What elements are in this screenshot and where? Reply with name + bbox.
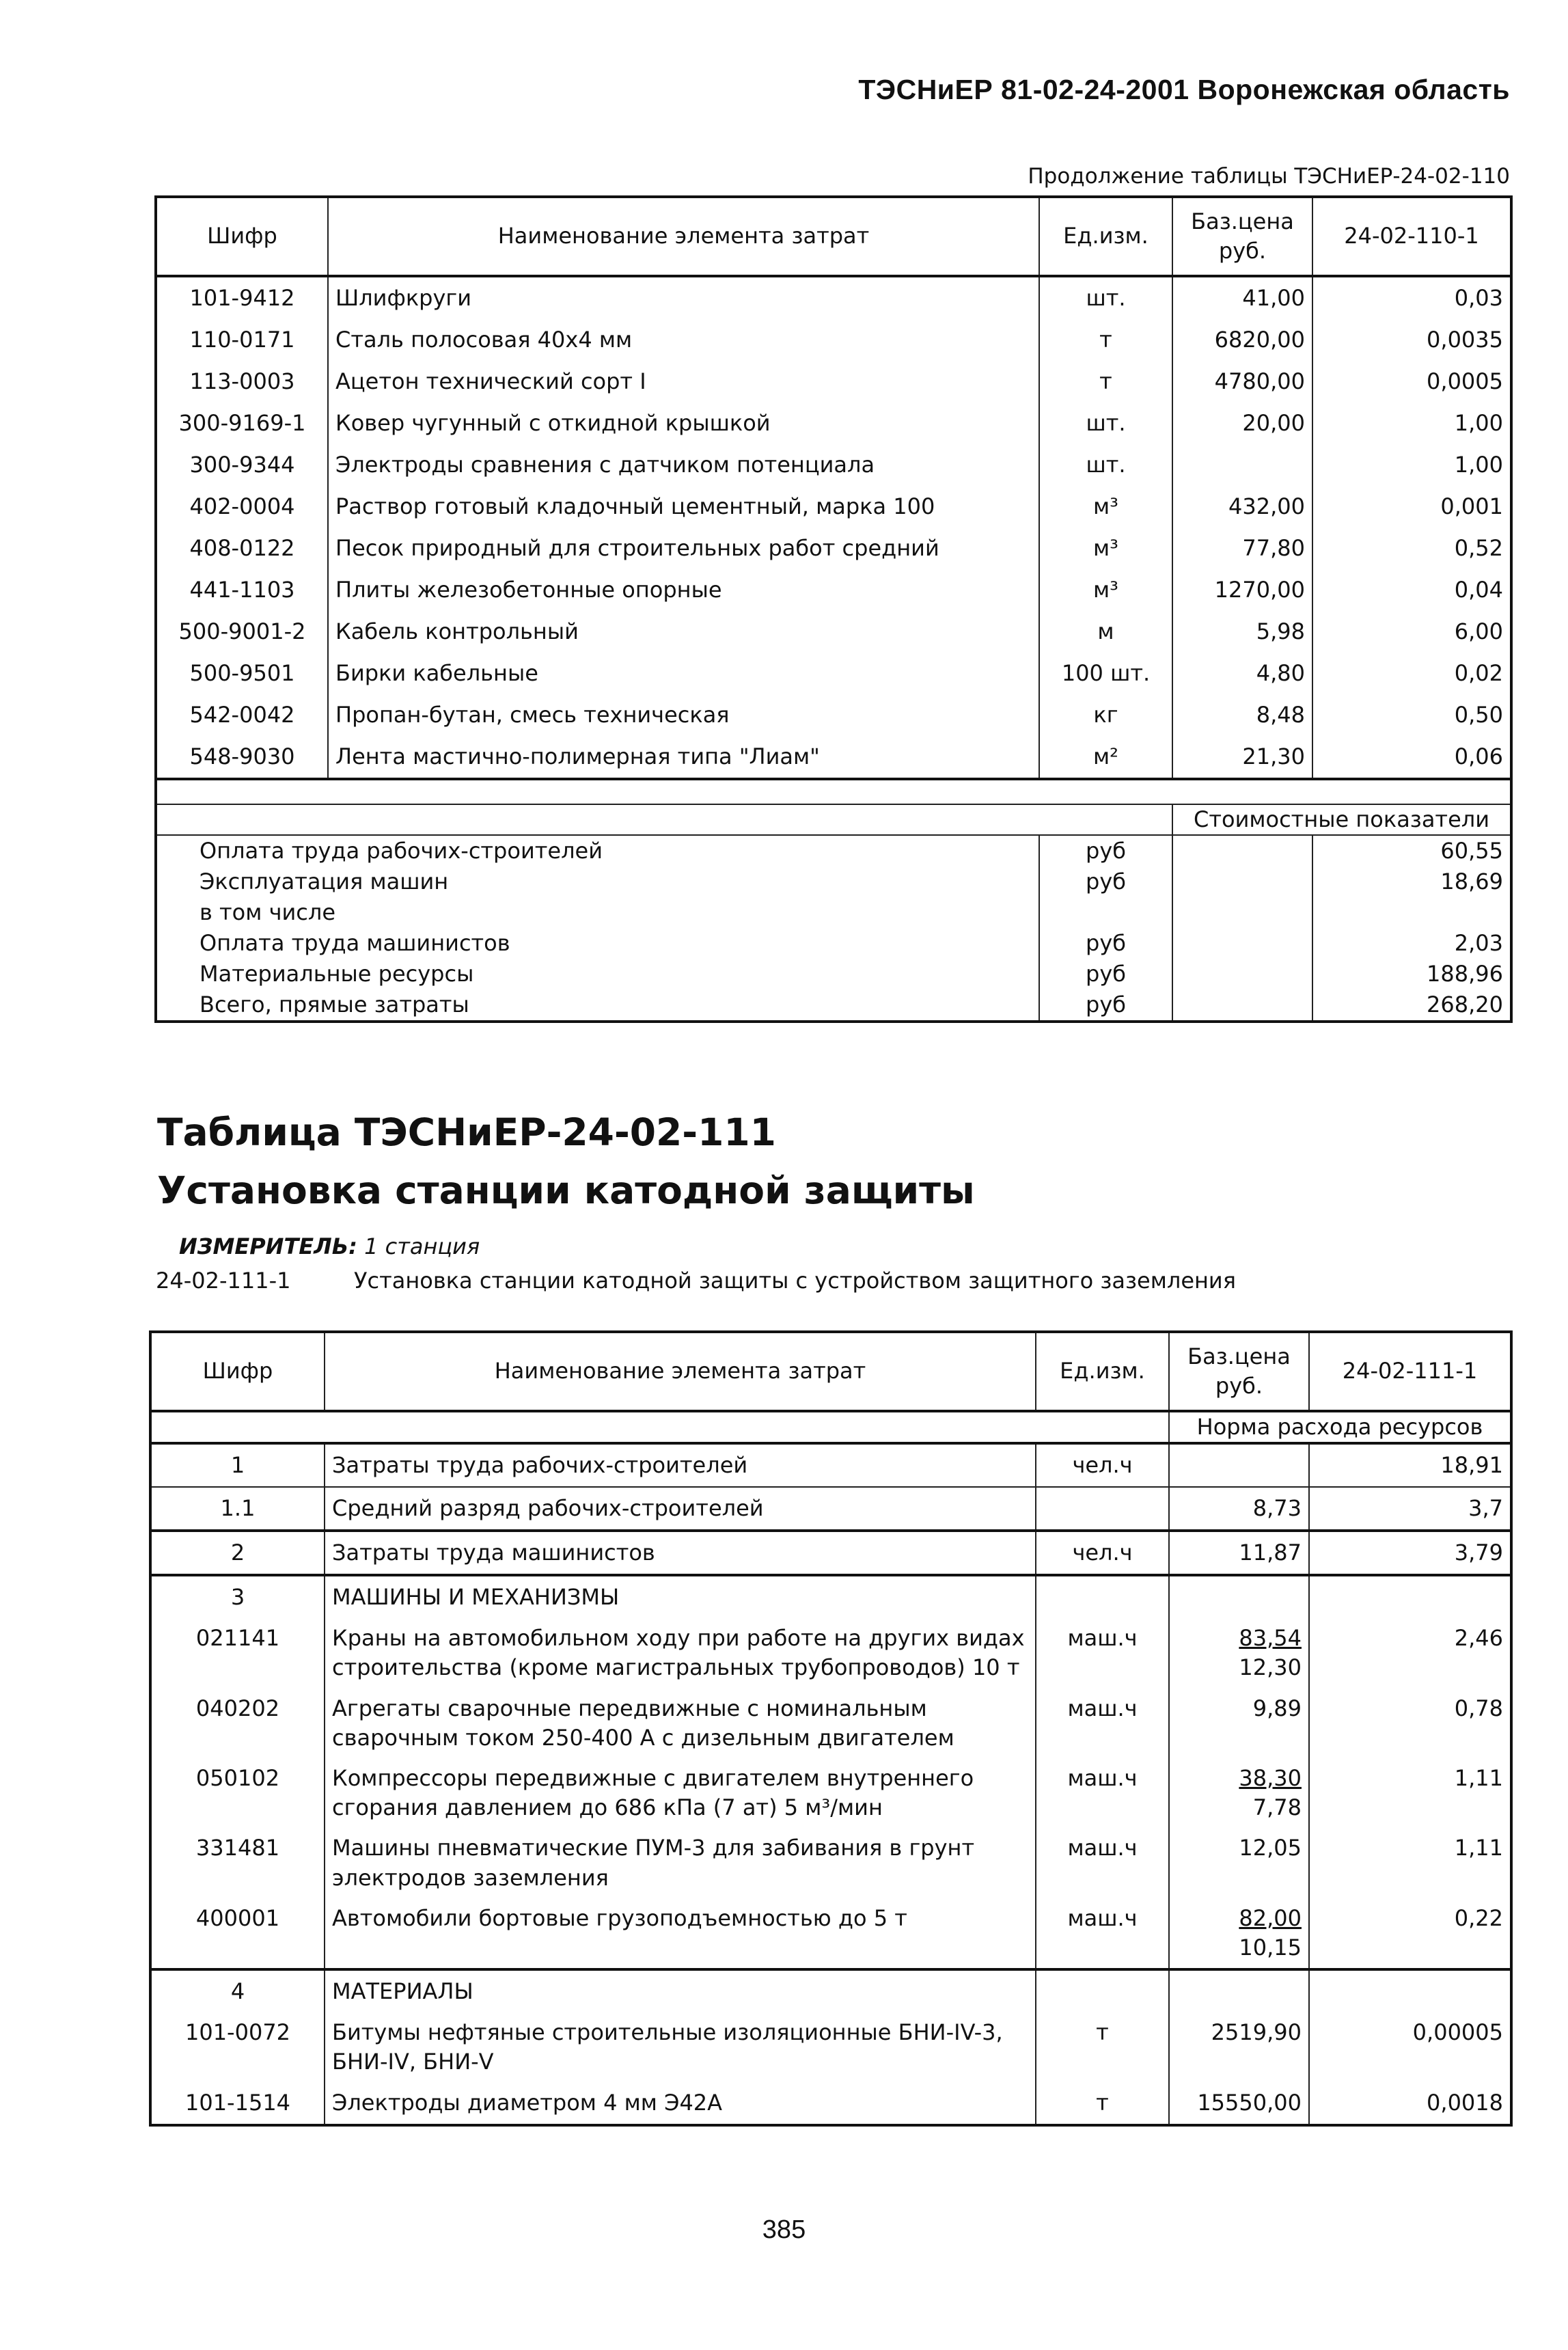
table-row (150, 1828, 1511, 1898)
table-row (156, 486, 1511, 528)
summary-value: 268,20 (1312, 989, 1511, 1022)
cell-name: Краны на автомобильном ходу при работе на других видах строительства (кроме магистральных трубопроводов) 10 т (325, 1618, 1036, 1688)
measure-label: ИЗМЕРИТЕЛЬ: (179, 1233, 357, 1259)
summary-row (156, 866, 1511, 897)
cell-unit: шт. (1039, 444, 1172, 486)
cell-unit: м² (1039, 736, 1172, 779)
cell-norm: 0,02 (1312, 653, 1511, 694)
cell-name: МАШИНЫ И МЕХАНИЗМЫ (325, 1575, 1036, 1618)
cell-norm: 1,00 (1312, 402, 1511, 444)
cell-name: Лента мастично-полимерная типа "Лиам" (328, 736, 1039, 779)
cell-norm: 0,00005 (1309, 2012, 1511, 2082)
table-row (156, 694, 1511, 736)
summary-unit: руб (1039, 959, 1172, 989)
table-row (150, 1443, 1511, 1487)
cell-price: 6820,00 (1172, 319, 1312, 361)
cell-name: Бирки кабельные (328, 653, 1039, 694)
col-header-name: Наименование элемента затрат (328, 197, 1039, 276)
price-value: 8,73 (1252, 1495, 1302, 1522)
cell-code: 110-0171 (189, 326, 295, 353)
resources-table-111 (149, 1330, 1513, 2127)
price-value: 12,05 (1239, 1835, 1302, 1861)
cell-unit (1036, 1487, 1169, 1531)
section-title: Таблица ТЭСНиЕР-24-02-111 (157, 1110, 776, 1154)
table-row (150, 1758, 1511, 1828)
cell-norm: 0,06 (1312, 736, 1511, 779)
cell-code: 101-9412 (189, 284, 295, 311)
cell-code: 113-0003 (189, 368, 295, 394)
summary-label: Оплата труда рабочих-строителей (156, 835, 1039, 866)
cell-name: Шлифкруги (328, 276, 1039, 319)
cell-code: 040202 (195, 1695, 280, 1721)
cell-unit: маш.ч (1036, 1689, 1169, 1758)
cell-unit: чел.ч (1036, 1531, 1169, 1575)
table2-header-row (150, 1332, 1511, 1411)
table-row (150, 1575, 1511, 1618)
summary-value: 60,55 (1312, 835, 1511, 866)
cell-price (1169, 1618, 1309, 1688)
norm-header: Норма расхода ресурсов (1169, 1411, 1511, 1443)
cell-price: 77,80 (1172, 528, 1312, 569)
table-row (156, 611, 1511, 653)
price-salary-value: 12,30 (1239, 1654, 1302, 1681)
norm-header-row (150, 1411, 1511, 1443)
cell-price (1172, 444, 1312, 486)
measure-value: 1 станция (364, 1233, 480, 1259)
summary-empty (1172, 866, 1312, 897)
table-row (156, 319, 1511, 361)
summary-empty (1172, 897, 1312, 928)
cell-price (1169, 2082, 1309, 2125)
cell-norm: 1,11 (1309, 1758, 1511, 1828)
cell-price: 5,98 (1172, 611, 1312, 653)
cell-code: 400001 (195, 1904, 280, 1931)
summary-label: Оплата труда машинистов (200, 930, 510, 957)
cost-header: Стоимостные показатели (1172, 804, 1511, 835)
cell-code: 542-0042 (189, 701, 295, 728)
cell-price (1169, 1443, 1309, 1487)
cell-name: Автомобили бортовые грузоподъемностью до 5 т (325, 1898, 1036, 1969)
item-line (156, 1268, 1236, 1294)
cell-name: Средний разряд рабочих-строителей (325, 1487, 1036, 1531)
col-header-code: Шифр (150, 1332, 325, 1411)
price-value: 15550,00 (1197, 2090, 1302, 2116)
cell-unit: шт. (1039, 402, 1172, 444)
cell-price (1169, 1758, 1309, 1828)
cell-code: 2 (150, 1531, 325, 1575)
summary-row (156, 897, 1511, 928)
cell-unit: шт. (1039, 276, 1172, 319)
summary-empty (1172, 928, 1312, 959)
cell-unit: чел.ч (1036, 1443, 1169, 1487)
summary-unit: руб (1039, 866, 1172, 897)
cell-name: Электроды диаметром 4 мм Э42А (325, 2082, 1036, 2125)
cell-unit: т (1036, 2082, 1169, 2125)
cell-unit: м (1039, 611, 1172, 653)
col-header-norm: 24-02-111-1 (1309, 1332, 1511, 1411)
price-value: 83,54 (1239, 1625, 1302, 1652)
section-subtitle: Установка станции катодной защиты (157, 1169, 975, 1212)
summary-value: 188,96 (1312, 959, 1511, 989)
price-salary-value: 7,78 (1252, 1794, 1302, 1821)
cell-name: Песок природный для строительных работ средний (328, 528, 1039, 569)
spacer-row (156, 779, 1511, 804)
summary-value (1312, 897, 1511, 928)
summary-unit: руб (1039, 835, 1172, 866)
cell-name: Затраты труда рабочих-строителей (325, 1443, 1036, 1487)
cell-code: 101-0072 (184, 2019, 291, 2046)
cell-price (1169, 1689, 1309, 1758)
cell-norm: 0,52 (1312, 528, 1511, 569)
cell-name: Сталь полосовая 40х4 мм (328, 319, 1039, 361)
cell-name: Раствор готовый кладочный цементный, марка 100 (328, 486, 1039, 528)
summary-row (156, 989, 1511, 1022)
cell-price (1169, 1898, 1309, 1969)
cell-norm: 2,46 (1309, 1618, 1511, 1688)
cell-norm: 0,0005 (1312, 361, 1511, 402)
table-row (150, 2082, 1511, 2125)
cell-price: 4,80 (1172, 653, 1312, 694)
cell-code: 3 (150, 1575, 325, 1618)
table-row (150, 2012, 1511, 2082)
cell-code: 500-9001-2 (178, 618, 306, 644)
cell-norm: 3,79 (1309, 1531, 1511, 1575)
price-value: 82,00 (1239, 1904, 1302, 1931)
cell-norm: 0,04 (1312, 569, 1511, 611)
summary-value: 2,03 (1312, 928, 1511, 959)
cell-unit (1036, 1575, 1169, 1618)
table-row (156, 569, 1511, 611)
cell-unit: маш.ч (1036, 1898, 1169, 1969)
cell-code: 408-0122 (189, 534, 295, 561)
cell-price: 41,00 (1172, 276, 1312, 319)
cell-unit: т (1039, 319, 1172, 361)
cell-unit: т (1036, 2012, 1169, 2082)
cell-name: Электроды сравнения с датчиком потенциала (328, 444, 1039, 486)
cell-norm: 0,78 (1309, 1689, 1511, 1758)
cell-unit: м³ (1039, 528, 1172, 569)
col-header-name: Наименование элемента затрат (325, 1332, 1036, 1411)
table-row (150, 1487, 1511, 1531)
table-row (150, 1689, 1511, 1758)
cell-norm: 1,11 (1309, 1828, 1511, 1898)
cell-name: МАТЕРИАЛЫ (325, 1969, 1036, 2012)
cell-price: 4780,00 (1172, 361, 1312, 402)
table-row (156, 402, 1511, 444)
cell-norm: 0,22 (1309, 1898, 1511, 1969)
table-header-row (156, 197, 1511, 276)
cell-price: 432,00 (1172, 486, 1312, 528)
table-row (156, 444, 1511, 486)
cell-code: 402-0004 (189, 493, 295, 519)
cell-price: 20,00 (1172, 402, 1312, 444)
cell-norm: 1,00 (1312, 444, 1511, 486)
table-row (156, 276, 1511, 319)
cell-price (1169, 2012, 1309, 2082)
cell-unit: т (1039, 361, 1172, 402)
cell-code: 500-9501 (189, 659, 295, 686)
cell-norm: 0,03 (1312, 276, 1511, 319)
cell-norm (1309, 1969, 1511, 2012)
cell-unit: м³ (1039, 569, 1172, 611)
cell-code: 050102 (195, 1764, 280, 1791)
cell-price: 1270,00 (1172, 569, 1312, 611)
cell-norm: 6,00 (1312, 611, 1511, 653)
summary-label: Материальные ресурсы (200, 961, 474, 987)
col-header-price: Баз.цена руб. (1169, 1332, 1309, 1411)
summary-unit (1039, 897, 1172, 928)
summary-label: в том числе (200, 899, 335, 926)
cell-unit (1036, 1969, 1169, 2012)
cell-norm: 0,50 (1312, 694, 1511, 736)
item-code: 24-02-111-1 (156, 1268, 291, 1294)
table-row (150, 1531, 1511, 1575)
cell-norm: 0,0035 (1312, 319, 1511, 361)
cost-header-row (156, 804, 1511, 835)
col-header-unit: Ед.изм. (1036, 1332, 1169, 1411)
page-number: 385 (762, 2215, 806, 2244)
cell-unit: маш.ч (1036, 1618, 1169, 1688)
cell-name: Пропан-бутан, смесь техническая (328, 694, 1039, 736)
cell-name: Компрессоры передвижные с двигателем внутреннего сгорания давлением до 686 кПа (7 ат) 5 м³/мин (325, 1758, 1036, 1828)
cell-code: 548-9030 (189, 743, 295, 769)
cell-code: 1.1 (150, 1487, 325, 1531)
cell-unit: маш.ч (1036, 1758, 1169, 1828)
price-salary-value: 10,15 (1239, 1934, 1302, 1960)
cell-name: Агрегаты сварочные передвижные с номинальным сварочным током 250-400 А с дизельным двигателем (325, 1689, 1036, 1758)
cell-price: 8,48 (1172, 694, 1312, 736)
summary-label: Эксплуатация машин (200, 869, 449, 895)
document-header: ТЭСНиЕР 81-02-24-2001 Воронежская область (858, 74, 1510, 105)
cell-norm (1309, 1575, 1511, 1618)
summary-row (156, 835, 1511, 866)
cell-norm: 18,91 (1309, 1443, 1511, 1487)
cell-code: 101-1514 (184, 2090, 291, 2116)
summary-label: Всего, прямые затраты (200, 992, 469, 1018)
table-row (150, 1618, 1511, 1688)
continuation-caption: Продолжение таблицы ТЭСНиЕР-24-02-110 (1028, 164, 1510, 189)
cell-price (1169, 1969, 1309, 2012)
cell-norm: 0,001 (1312, 486, 1511, 528)
cell-unit: 100 шт. (1039, 653, 1172, 694)
cell-unit: м³ (1039, 486, 1172, 528)
table-row (156, 528, 1511, 569)
cell-unit: маш.ч (1036, 1828, 1169, 1898)
col-header-unit: Ед.изм. (1039, 197, 1172, 276)
cell-name: Ацетон технический сорт I (328, 361, 1039, 402)
col-header-norm: 24-02-110-1 (1312, 197, 1511, 276)
summary-row (156, 959, 1511, 989)
cell-price: 21,30 (1172, 736, 1312, 779)
resources-table-110 (154, 195, 1513, 1023)
cell-code: 441-1103 (189, 576, 295, 603)
summary-value: 18,69 (1312, 866, 1511, 897)
cell-code: 021141 (195, 1625, 280, 1652)
summary-empty (1172, 989, 1312, 1022)
price-value: 38,30 (1239, 1764, 1302, 1791)
cell-code: 331481 (195, 1835, 280, 1861)
cell-name: Плиты железобетонные опорные (328, 569, 1039, 611)
cell-code: 300-9344 (189, 451, 295, 478)
item-name: Установка станции катодной защиты с устройством защитного заземления (354, 1268, 1236, 1294)
cell-price (1169, 1487, 1309, 1531)
cell-price (1169, 1531, 1309, 1575)
summary-empty (1172, 835, 1312, 866)
table-row (156, 736, 1511, 779)
cell-norm: 3,7 (1309, 1487, 1511, 1531)
cell-norm: 0,0018 (1309, 2082, 1511, 2125)
price-value: 9,89 (1252, 1695, 1302, 1721)
cell-name: Машины пневматические ПУМ-3 для забивания в грунт электродов заземления (325, 1828, 1036, 1898)
cell-name: Кабель контрольный (328, 611, 1039, 653)
table-row (156, 361, 1511, 402)
cell-name: Битумы нефтяные строительные изоляционные БНИ-IV-3, БНИ-IV, БНИ-V (325, 2012, 1036, 2082)
cell-price (1169, 1828, 1309, 1898)
col-header-price: Баз.цена руб. (1172, 197, 1312, 276)
summary-unit: руб (1039, 989, 1172, 1022)
measure-line (179, 1233, 480, 1259)
cell-code: 1 (150, 1443, 325, 1487)
cell-name: Ковер чугунный с откидной крышкой (328, 402, 1039, 444)
price-value: 11,87 (1239, 1540, 1302, 1566)
cell-code: 300-9169-1 (178, 409, 306, 436)
table-row (150, 1969, 1511, 2012)
price-value: 2519,90 (1211, 2019, 1302, 2046)
cell-code: 4 (150, 1969, 325, 2012)
table-row (156, 653, 1511, 694)
cell-unit: кг (1039, 694, 1172, 736)
col-header-code: Шифр (156, 197, 328, 276)
cell-price (1169, 1575, 1309, 1618)
table-row (150, 1898, 1511, 1969)
cell-name: Затраты труда машинистов (325, 1531, 1036, 1575)
summary-row (156, 928, 1511, 959)
summary-unit: руб (1039, 928, 1172, 959)
summary-empty (1172, 959, 1312, 989)
